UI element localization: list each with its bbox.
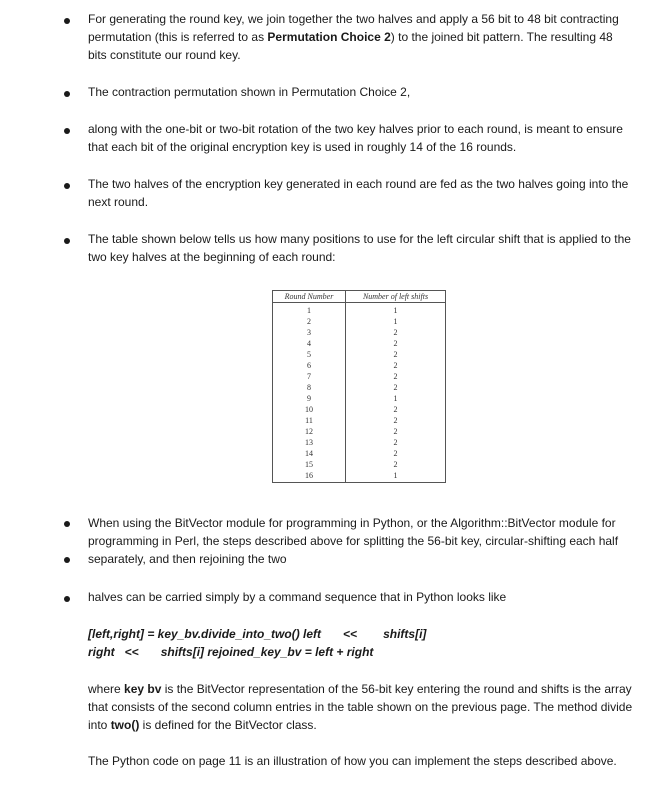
round-number-cell: 8 (273, 382, 346, 393)
code-operator: << (343, 627, 358, 641)
left-shift-table (272, 290, 446, 483)
left-shift-cell: 2 (393, 339, 398, 348)
round-number-cell: 11 (273, 415, 346, 426)
code-fragment: right (88, 645, 115, 659)
bullet-marker (64, 557, 70, 563)
round-number-cell: 4 (273, 338, 346, 349)
left-shift-cell: 2 (393, 460, 398, 469)
bullet-rotation-note: along with the one-bit or two-bit rotation of the two key halves prior to each round, is meant to ensure that each bit of the original encryption key is used in roughly 14 of the 16 rounds. (88, 122, 623, 154)
code-fragment: shifts[i] rejoined_key_bv = left + right (160, 645, 374, 659)
table-row (273, 360, 446, 371)
table-row (273, 393, 446, 404)
round-number-cell: 16 (273, 470, 346, 483)
explanation-bold-term: key bv (124, 682, 162, 696)
table-row (273, 371, 446, 382)
round-number-cell: 12 (273, 426, 346, 437)
code-fragment: [left,right] = key_bv.divide_into_two() left (88, 627, 322, 641)
code-line-1 (88, 625, 633, 643)
round-number-cell: 13 (273, 437, 346, 448)
left-shift-cell: 2 (393, 449, 398, 458)
table-row (273, 316, 446, 327)
bullet-marker (64, 596, 70, 602)
table-row (273, 448, 446, 459)
table-header-round: Round Number (273, 291, 346, 303)
table-row (273, 303, 446, 317)
round-number-cell: 3 (273, 327, 346, 338)
code-line-2 (88, 643, 633, 661)
left-shift-cell: 2 (393, 383, 398, 392)
table-row (273, 470, 446, 483)
table-row (273, 338, 446, 349)
left-shift-cell: 1 (393, 394, 398, 403)
closing-paragraph: The Python code on page 11 is an illustration of how you can implement the steps described above. (88, 754, 617, 768)
table-row (273, 426, 446, 437)
bullet-marker (64, 18, 70, 24)
left-shift-cell: 2 (393, 350, 398, 359)
explanation-text: where (88, 682, 125, 696)
table-header-shifts: Number of left shifts (346, 291, 446, 303)
round-number-cell: 15 (273, 459, 346, 470)
explanation-text: is defined for the BitVector class. (139, 718, 317, 732)
table-row (273, 437, 446, 448)
table-row (273, 415, 446, 426)
bullet-contraction-permutation: The contraction permutation shown in Permutation Choice 2, (88, 85, 411, 99)
left-shift-cell: 2 (393, 438, 398, 447)
bullet-shift-table-intro: The table shown below tells us how many positions to use for the left circular shift that is applied to the two key halves at the beginning of each round: (88, 232, 631, 264)
round-number-cell: 9 (273, 393, 346, 404)
round-number-cell: 10 (273, 404, 346, 415)
bullet-marker (64, 238, 70, 244)
left-shift-cell: 2 (393, 372, 398, 381)
bullet-round-key-generation (88, 10, 633, 64)
round-number-cell: 1 (273, 303, 346, 317)
bullet-text: ) to the joined bit pattern. The resulting 48 bits constitute our round key. (88, 30, 613, 62)
bullet-marker (64, 521, 70, 527)
round-number-cell: 14 (273, 448, 346, 459)
table-row (273, 349, 446, 360)
left-shift-cell: 2 (393, 427, 398, 436)
round-number-cell: 6 (273, 360, 346, 371)
table-row (273, 459, 446, 470)
explanation-bold-term: two() (110, 718, 140, 732)
bullet-bitvector-module: When using the BitVector module for programming in Python, or the Algorithm::BitVector module for programming in Perl, the steps described above for splitting the 56-bit key, circular-shifting each half separately, and then rejoining the two (88, 516, 619, 566)
round-number-cell: 2 (273, 316, 346, 327)
bullet-halves-fed: The two halves of the encryption key generated in each round are fed as the two halves going into the next round. (88, 177, 629, 209)
bullet-text: For generating the round key, we join together the two halves and apply a 56 bit to 48 bit contracting permutation (this is referred to as (88, 12, 619, 44)
table-row (273, 404, 446, 415)
code-operator: << (124, 645, 139, 659)
bullet-marker (64, 128, 70, 134)
explanation-text: is the BitVector representation of the 56-bit key entering the round and shifts is the array that consists of the second column entries in the table shown on the previous page. The method divide into (88, 682, 633, 732)
round-number-cell: 7 (273, 371, 346, 382)
table-body (273, 303, 446, 483)
code-sequence (88, 625, 633, 661)
table-row (273, 382, 446, 393)
table-row (273, 327, 446, 338)
bullet-marker (64, 183, 70, 189)
left-shift-cell: 2 (393, 405, 398, 414)
bullet-bold-term: Permutation Choice 2 (267, 30, 391, 44)
explanation-paragraph (88, 680, 633, 734)
bullet-command-sequence: halves can be carried simply by a command sequence that in Python looks like (88, 590, 507, 604)
left-shift-cell: 1 (393, 471, 398, 480)
left-shift-cell: 2 (393, 361, 398, 370)
left-shift-cell: 1 (393, 317, 398, 326)
code-fragment: shifts[i] (383, 627, 427, 641)
round-number-cell: 5 (273, 349, 346, 360)
left-shift-cell: 2 (393, 416, 398, 425)
left-shift-cell: 2 (393, 328, 398, 337)
bullet-marker (64, 91, 70, 97)
left-shift-cell: 1 (393, 306, 398, 315)
